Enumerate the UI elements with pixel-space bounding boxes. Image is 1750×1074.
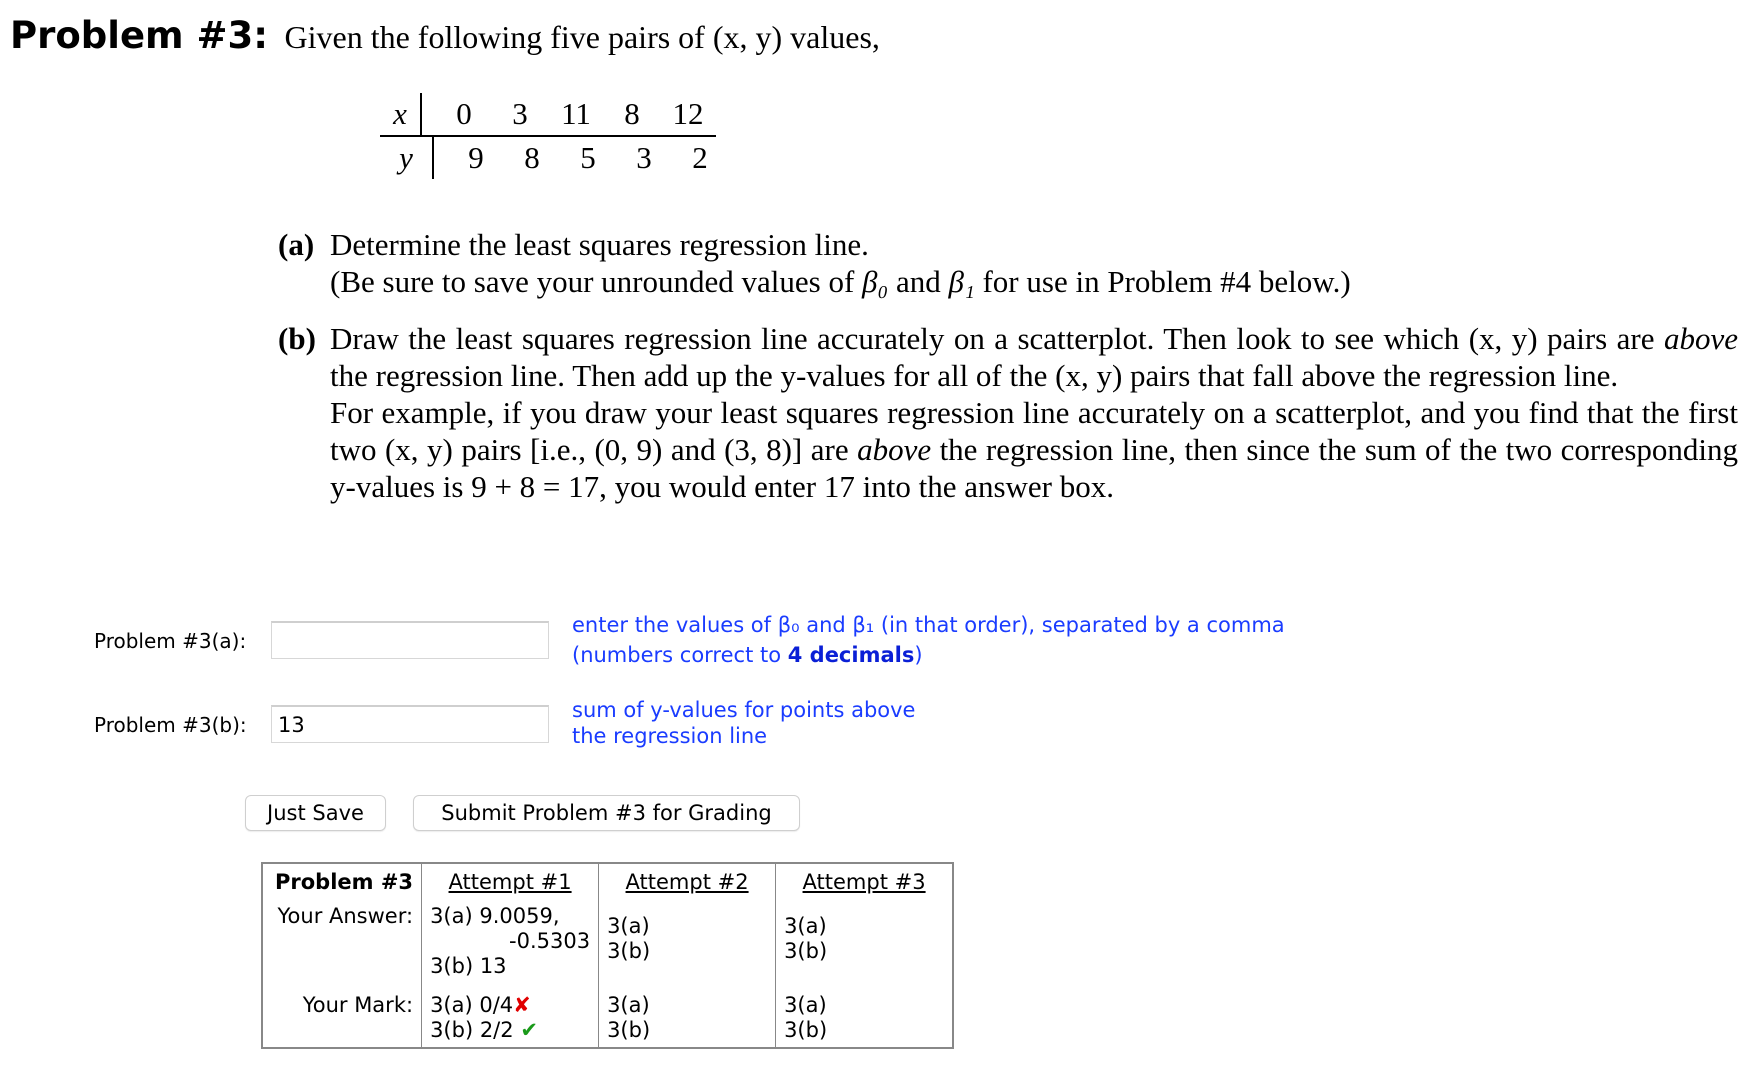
check-mark-icon: ✔	[520, 1018, 538, 1042]
attempt-2-mark	[599, 983, 776, 1048]
part-b-para2	[330, 394, 1738, 505]
beta1-symbol: β₁	[948, 264, 975, 299]
a3-answer-b: 3(b)	[784, 939, 828, 963]
a3-mark-b: 3(b)	[784, 1018, 828, 1042]
x-mark-icon: ✘	[513, 993, 531, 1017]
xy-data-table	[380, 93, 728, 179]
part-a-line2-suffix: for use in Problem #4 below.)	[974, 264, 1351, 299]
problem-3a-hint	[572, 610, 1285, 670]
y-label: y	[380, 137, 434, 179]
problem-header	[10, 14, 880, 57]
x-value: 8	[624, 96, 640, 131]
a2-mark-b: 3(b)	[607, 1018, 651, 1042]
part-a-text	[278, 226, 1738, 300]
a3-answer-a: 3(a)	[784, 914, 827, 938]
attempts-table	[261, 862, 954, 1049]
a2-answer-a: 3(a)	[607, 914, 650, 938]
y-value: 9	[468, 140, 484, 175]
hint-b-line2: the regression line	[572, 724, 768, 748]
a1-answer-b: 3(b) 13	[430, 954, 507, 978]
your-answer-row	[262, 900, 953, 983]
problem-3a-label: Problem #3(a):	[94, 629, 247, 653]
attempt-3-answer	[776, 900, 954, 983]
attempt-1-mark	[422, 983, 599, 1048]
hint-a-line2	[572, 640, 1285, 670]
problem-intro: Given the following five pairs of (x, y) values,	[284, 19, 880, 55]
part-b-s2: the regression line. Then add up the y-values for all of the (x, y) pairs that fall above the regression line.	[330, 358, 1619, 393]
part-a-line1: Determine the least squares regression line.	[330, 227, 869, 262]
part-b-para1	[330, 320, 1738, 394]
part-a-label: (a)	[278, 227, 315, 262]
and-word: and	[888, 264, 949, 299]
x-value: 12	[672, 96, 704, 131]
your-answer-label: Your Answer:	[277, 904, 414, 928]
a1-answer-a1: 3(a) 9.0059,	[430, 904, 560, 928]
part-b-s1: Draw the least squares regression line accurately on a scatterplot. Then look to see which (x, y) pairs are	[330, 321, 1664, 356]
x-value: 0	[456, 96, 472, 131]
x-value: 11	[561, 96, 591, 131]
a2-mark-a: 3(a)	[607, 993, 650, 1017]
attempt-1-answer	[422, 900, 599, 983]
y-value: 5	[580, 140, 596, 175]
above-emphasis: above	[1663, 321, 1738, 356]
hint-a-suffix: )	[914, 643, 923, 667]
submit-grading-button[interactable]: Submit Problem #3 for Grading	[413, 795, 800, 831]
attempt-2-text[interactable]: Attempt #2	[625, 870, 749, 894]
part-b-text	[278, 320, 1738, 505]
part-b-label: (b)	[278, 321, 316, 356]
a1-answer-a2: -0.5303	[509, 929, 591, 953]
attempts-header: Problem #3	[275, 870, 414, 894]
attempt-3-mark	[776, 983, 954, 1048]
a1-mark-b: 3(b) 2/2	[430, 1018, 514, 1042]
hint-a-prefix: (numbers correct to	[572, 643, 788, 667]
x-value: 3	[512, 96, 528, 131]
y-row	[380, 137, 728, 179]
hint-a-bold: 4 decimals	[787, 643, 915, 667]
y-value: 8	[524, 140, 540, 175]
hint-a-line1: enter the values of β₀ and β₁ (in that order), separated by a comma	[572, 613, 1285, 637]
attempt-1-link[interactable]	[422, 863, 599, 900]
attempt-2-answer	[599, 900, 776, 983]
your-mark-row	[262, 983, 953, 1048]
a3-mark-a: 3(a)	[784, 993, 827, 1017]
attempt-3-text[interactable]: Attempt #3	[802, 870, 926, 894]
above-emphasis: above	[857, 432, 932, 467]
attempts-header-row	[262, 863, 953, 900]
problem-3b-input[interactable]: 13	[271, 705, 549, 743]
problem-3b-hint	[572, 697, 915, 749]
beta0-symbol: β₀	[862, 264, 889, 299]
a1-mark-a: 3(a) 0/4	[430, 993, 514, 1017]
attempt-2-link[interactable]	[599, 863, 776, 900]
attempt-1-text[interactable]: Attempt #1	[448, 870, 572, 894]
problem-3a-input[interactable]	[271, 621, 549, 659]
y-value: 2	[692, 140, 708, 175]
problem-3b-label: Problem #3(b):	[94, 713, 247, 737]
part-b-s4: the regression line, then since the sum of the two corresponding y-values is 9 + 8 = 17, you would enter 17 into the answer box.	[330, 432, 1738, 504]
a2-answer-b: 3(b)	[607, 939, 651, 963]
x-row	[380, 93, 716, 137]
your-mark-label: Your Mark:	[302, 993, 414, 1017]
attempt-3-link[interactable]	[776, 863, 954, 900]
part-a-line2-prefix: (Be sure to save your unrounded values of	[330, 264, 863, 299]
hint-b-line1: sum of y-values for points above	[572, 698, 916, 722]
y-value: 3	[636, 140, 652, 175]
problem-title: Problem #3:	[10, 14, 269, 57]
x-label: x	[380, 93, 422, 135]
part-b-s3: For example, if you draw your least squares regression line accurately on a scatterplot, and you find that the first two (x, y) pairs [i.e., (0, 9) and (3, 8)] are	[330, 395, 1738, 467]
just-save-button[interactable]: Just Save	[245, 795, 386, 831]
